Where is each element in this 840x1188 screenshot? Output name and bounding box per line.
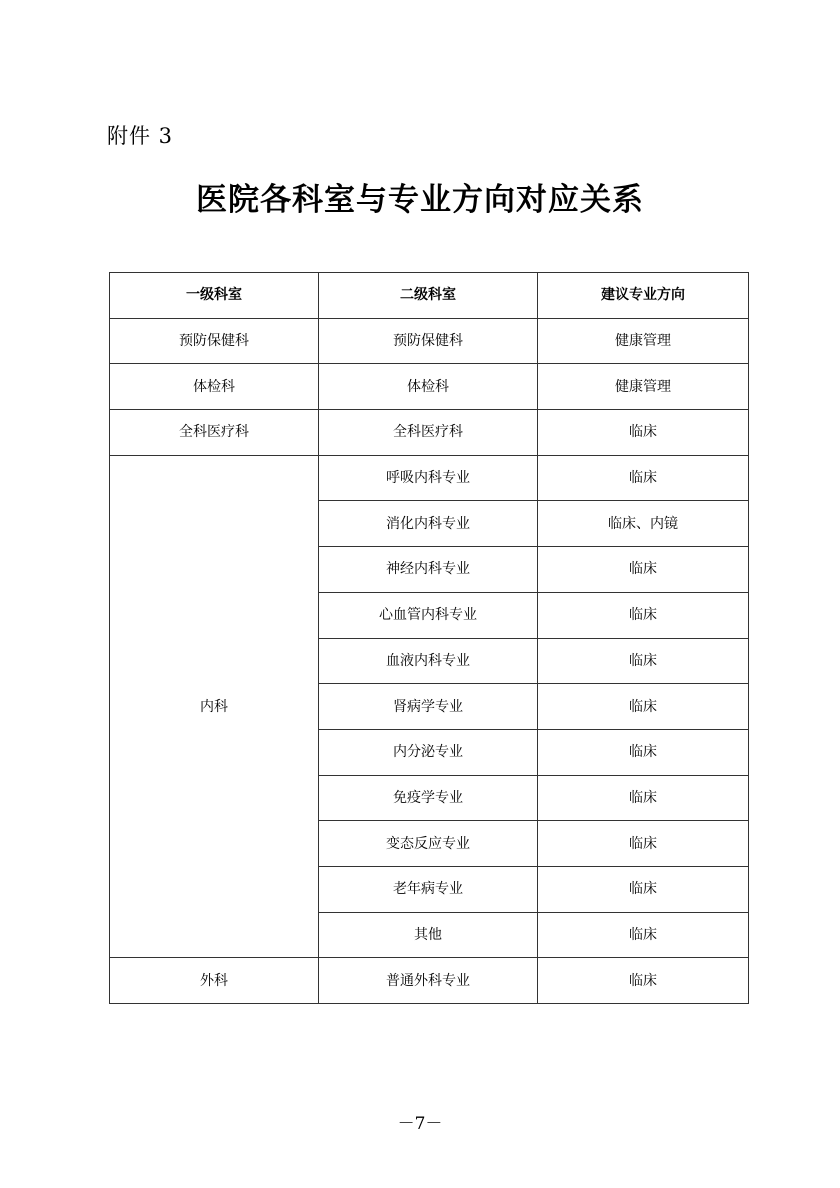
table-row: [110, 958, 749, 1004]
direction-cell: 临床: [538, 455, 749, 501]
secondary-department-cell: 神经内科专业: [319, 547, 538, 593]
direction-cell: 临床: [538, 684, 749, 730]
secondary-department-cell: 肾病学专业: [319, 684, 538, 730]
header-secondary-department: 二级科室: [319, 273, 538, 319]
primary-department-cell: 体检科: [110, 364, 319, 410]
direction-cell: 临床: [538, 410, 749, 456]
secondary-department-cell: 全科医疗科: [319, 410, 538, 456]
direction-cell: 临床: [538, 775, 749, 821]
direction-cell: 临床: [538, 912, 749, 958]
secondary-department-cell: 变态反应专业: [319, 821, 538, 867]
secondary-department-cell: 血液内科专业: [319, 638, 538, 684]
primary-department-cell: 全科医疗科: [110, 410, 319, 456]
primary-department-cell: 预防保健科: [110, 318, 319, 364]
direction-cell: 临床: [538, 821, 749, 867]
page-number: －7－: [397, 1114, 443, 1134]
direction-cell: 临床: [538, 592, 749, 638]
direction-cell: 临床: [538, 638, 749, 684]
secondary-department-cell: 免疫学专业: [319, 775, 538, 821]
header-primary-department: 一级科室: [110, 273, 319, 319]
direction-cell: 临床: [538, 547, 749, 593]
department-direction-table: [109, 272, 749, 1004]
primary-department-cell: 外科: [110, 958, 319, 1004]
secondary-department-cell: 其他: [319, 912, 538, 958]
direction-cell: 临床、内镜: [538, 501, 749, 547]
secondary-department-cell: 老年病专业: [319, 866, 538, 912]
direction-cell: 临床: [538, 958, 749, 1004]
secondary-department-cell: 内分泌专业: [319, 729, 538, 775]
direction-cell: 临床: [538, 729, 749, 775]
primary-department-cell: 内科: [110, 455, 319, 958]
table-row: [110, 318, 749, 364]
attachment-label: 附件 3: [107, 124, 174, 148]
direction-cell: 临床: [538, 866, 749, 912]
secondary-department-cell: 消化内科专业: [319, 501, 538, 547]
secondary-department-cell: 预防保健科: [319, 318, 538, 364]
table-header-row: [110, 273, 749, 319]
table-row: [110, 455, 749, 501]
secondary-department-cell: 体检科: [319, 364, 538, 410]
direction-cell: 健康管理: [538, 364, 749, 410]
secondary-department-cell: 普通外科专业: [319, 958, 538, 1004]
header-suggested-direction: 建议专业方向: [538, 273, 749, 319]
secondary-department-cell: 呼吸内科专业: [319, 455, 538, 501]
secondary-department-cell: 心血管内科专业: [319, 592, 538, 638]
table-row: [110, 364, 749, 410]
direction-cell: 健康管理: [538, 318, 749, 364]
table-row: [110, 410, 749, 456]
document-title: 医院各科室与专业方向对应关系: [196, 182, 644, 218]
